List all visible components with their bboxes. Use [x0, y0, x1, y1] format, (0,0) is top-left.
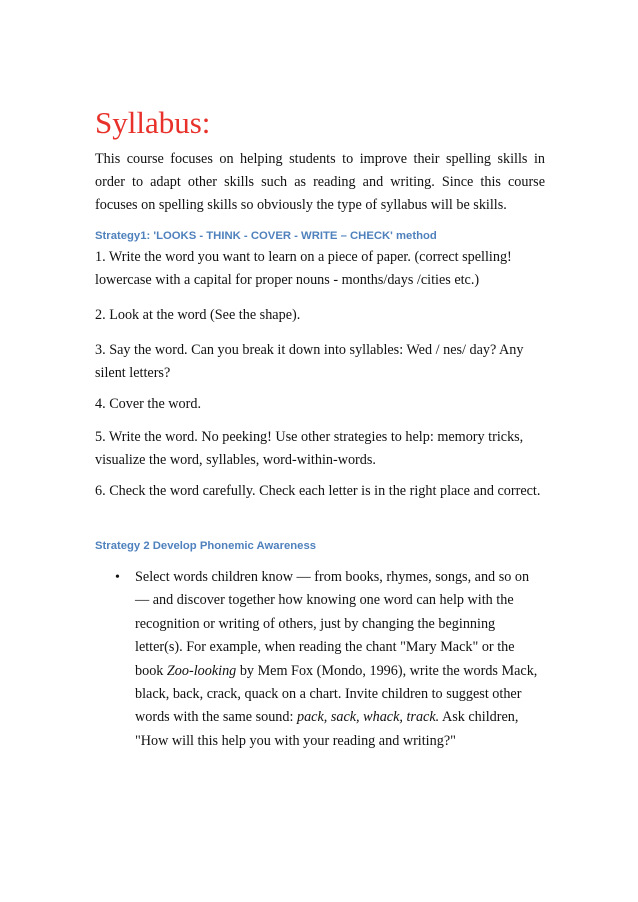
strategy1-step-1: 1. Write the word you want to learn on a piece of paper. (correct spelling! lowercase with a capital for proper nouns - months/days /cities etc.) — [95, 249, 512, 288]
bullet-text-part2: by Mem Fox (Mondo, 1996), write the words Mack, black, back, crack, quack on a chart. Invite children to suggest other words with the same sound: — [135, 662, 538, 726]
strategy1-step-2: 2. Look at the word (See the shape). — [95, 307, 301, 323]
strategy1-step-4: 4. Cover the word. — [95, 396, 201, 412]
bullet-icon: • — [115, 570, 120, 585]
strategy1-heading: Strategy1: 'LOOKS - THINK - COVER - WRITE – CHECK' method — [95, 230, 437, 242]
strategy2-bullet-list — [95, 566, 545, 753]
book-title: Zoo-looking — [166, 662, 237, 679]
intro-paragraph: This course focuses on helping students to improve their spelling skills in order to adapt other skills such as reading and writing. Since this course focuses on spelling skills so obviously the type of syllabus will be skills. — [95, 151, 545, 213]
page-title: Syllabus: — [95, 105, 211, 140]
bullet-text-part1: Select words children know — from books, rhymes, songs, and so on — and discover together how knowing one word can help with the recognition or writing of others, just by changing the beginning letter(s). For example, when reading the chant "Mary Mack" or the book — [135, 569, 530, 679]
strategy1-step-3: 3. Say the word. Can you break it down into syllables: Wed / nes/ day? Any silent letters? — [95, 342, 524, 381]
strategy1-step-5: 5. Write the word. No peeking! Use other strategies to help: memory tricks, visualize the word, syllables, word-within-words. — [95, 429, 524, 468]
bullet-text-part3: Ask children, "How will this help you with your reading and writing?" — [135, 709, 519, 749]
strategy2-heading: Strategy 2 Develop Phonemic Awareness — [95, 540, 317, 552]
list-item — [95, 566, 545, 753]
strategy1-step-6: 6. Check the word carefully. Check each letter is in the right place and correct. — [95, 483, 541, 499]
example-words: pack, sack, whack, track. — [296, 709, 440, 726]
